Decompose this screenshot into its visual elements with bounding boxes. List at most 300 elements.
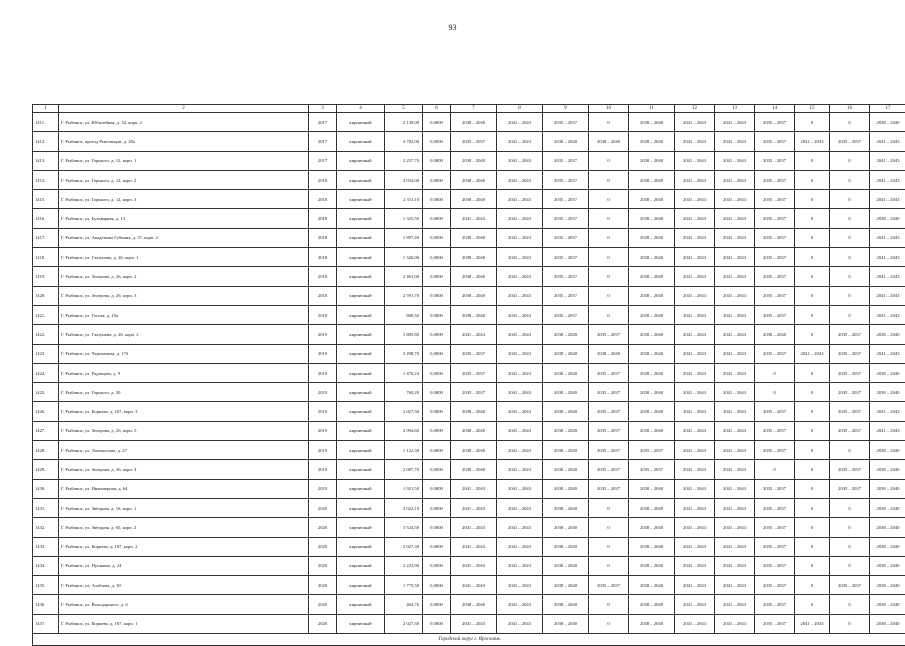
table-row [33, 363, 905, 382]
cell-period-9: 2038 – 2040 [543, 518, 589, 537]
cell-period-7: 2038 – 2040 [451, 305, 497, 324]
cell-area: 4 034,00 [385, 170, 423, 189]
cell-period-12: 2041 – 2043 [675, 325, 715, 344]
cell-period-14: 2035 – 2037 [755, 441, 795, 460]
cell-period-8: 2041 – 2043 [497, 421, 543, 440]
cell-period-12: 2041 – 2043 [675, 228, 715, 247]
cell-period-8: 2041 – 2043 [497, 325, 543, 344]
cell-period-17: 2038 – 2040 [870, 209, 905, 228]
cell-period-14: 2035 – 2037 [755, 286, 795, 305]
cell-period-15: 0 [795, 498, 830, 517]
cell-period-9: 2038 – 2040 [543, 421, 589, 440]
cell-period-15: 0 [795, 383, 830, 402]
cell-address: Г. Рыбинск, проезд Революции, д. 28а [59, 132, 309, 151]
cell-period-7: 2038 – 2040 [451, 228, 497, 247]
cell-period-14: 2035 – 2037 [755, 498, 795, 517]
cell-wall-material: кирпичный [337, 113, 385, 132]
cell-row-number: 1435. [33, 576, 59, 595]
cell-year: 2020 [309, 537, 337, 556]
cell-period-7: 2041 – 2043 [451, 498, 497, 517]
cell-address: Г. Рыбинск, ул. Звёздная, д. 65, корп. 2 [59, 518, 309, 537]
cell-period-7: 2035 – 2037 [451, 383, 497, 402]
cell-period-10: 0 [589, 518, 629, 537]
cell-period-8: 2041 – 2043 [497, 460, 543, 479]
cell-period-7: 2038 – 2040 [451, 595, 497, 614]
cell-period-10: 0 [589, 113, 629, 132]
cell-year: 2019 [309, 344, 337, 363]
cell-row-number: 1419. [33, 267, 59, 286]
cell-period-15: 0 [795, 190, 830, 209]
cell-row-number: 1428. [33, 441, 59, 460]
cell-period-17: 2041 – 2043 [870, 402, 905, 421]
cell-period-17: 2041 – 2043 [870, 170, 905, 189]
cell-share: 0,0000 [423, 614, 451, 633]
cell-year: 2020 [309, 614, 337, 633]
cell-period-12: 2041 – 2043 [675, 267, 715, 286]
cell-wall-material: кирпичный [337, 305, 385, 324]
cell-wall-material: кирпичный [337, 383, 385, 402]
cell-year: 2018 [309, 190, 337, 209]
table-row [33, 305, 905, 324]
cell-period-8: 2041 – 2043 [497, 151, 543, 170]
cell-year: 2018 [309, 267, 337, 286]
cell-period-16: 0 [830, 305, 870, 324]
cell-period-8: 2041 – 2043 [497, 267, 543, 286]
cell-period-15: 0 [795, 441, 830, 460]
cell-address: Г. Рыбинск, ул. Радищева, д. 9 [59, 363, 309, 382]
column-number-7: 7 [451, 105, 497, 113]
cell-period-10: 2035 – 2037 [589, 479, 629, 498]
cell-period-9: 2038 – 2040 [543, 537, 589, 556]
table-row [33, 441, 905, 460]
cell-period-13: 2041 – 2043 [715, 537, 755, 556]
cell-period-17: 2038 – 2040 [870, 460, 905, 479]
cell-period-9: 2038 – 2040 [543, 576, 589, 595]
cell-period-12: 2041 – 2043 [675, 170, 715, 189]
cell-area: 868,50 [385, 305, 423, 324]
cell-period-12: 2041 – 2043 [675, 113, 715, 132]
cell-row-number: 1427. [33, 421, 59, 440]
table-row [33, 421, 905, 440]
cell-period-8: 2041 – 2043 [497, 537, 543, 556]
cell-row-number: 1423. [33, 344, 59, 363]
cell-period-7: 2035 – 2037 [451, 132, 497, 151]
table-row [33, 209, 905, 228]
cell-period-13: 2041 – 2043 [715, 344, 755, 363]
cell-address: Г. Рыбинск, ул. Глазунова, д. 26, корп. 2 [59, 325, 309, 344]
cell-period-8: 2041 – 2043 [497, 498, 543, 517]
cell-period-14: 2035 – 2037 [755, 305, 795, 324]
cell-period-7: 2038 – 2040 [451, 248, 497, 267]
table-row [33, 132, 905, 151]
cell-period-16: 2035 – 2037 [830, 344, 870, 363]
cell-area: 2 027,30 [385, 614, 423, 633]
cell-period-14: 2035 – 2037 [755, 518, 795, 537]
cell-period-13: 2041 – 2043 [715, 498, 755, 517]
cell-period-12: 2041 – 2043 [675, 441, 715, 460]
cell-period-15: 0 [795, 402, 830, 421]
cell-address: Г. Рыбинск, ул. Корнева, д. 107, корп. 1 [59, 614, 309, 633]
cell-period-15: 2041 – 2043 [795, 132, 830, 151]
cell-period-14: 0 [755, 363, 795, 382]
cell-share: 0,0000 [423, 479, 451, 498]
cell-period-16: 0 [830, 286, 870, 305]
cell-area: 2 257,70 [385, 151, 423, 170]
cell-wall-material: кирпичный [337, 518, 385, 537]
cell-period-12: 2041 – 2043 [675, 363, 715, 382]
cell-period-10: 2035 – 2037 [589, 576, 629, 595]
cell-period-11: 2038 – 2040 [629, 402, 675, 421]
cell-period-10: 0 [589, 228, 629, 247]
cell-period-15: 0 [795, 460, 830, 479]
table-row [33, 595, 905, 614]
cell-wall-material: кирпичный [337, 537, 385, 556]
cell-wall-material: кирпичный [337, 248, 385, 267]
cell-period-7: 2038 – 2040 [451, 421, 497, 440]
cell-period-7: 2041 – 2043 [451, 518, 497, 537]
cell-period-17: 2041 – 2043 [870, 190, 905, 209]
cell-year: 2019 [309, 325, 337, 344]
cell-period-15: 0 [795, 479, 830, 498]
cell-period-10: 2038 – 2040 [589, 344, 629, 363]
cell-period-15: 0 [795, 576, 830, 595]
cell-area: 4 782,00 [385, 132, 423, 151]
cell-period-8: 2041 – 2043 [497, 479, 543, 498]
cell-year: 2018 [309, 305, 337, 324]
cell-period-10: 2035 – 2037 [589, 441, 629, 460]
cell-address: Г. Рыбинск, ул. Академика Губкина, д. 37, корп. 2 [59, 228, 309, 247]
cell-period-8: 2041 – 2043 [497, 132, 543, 151]
cell-period-13: 2041 – 2043 [715, 363, 755, 382]
cell-period-10: 2035 – 2037 [589, 402, 629, 421]
cell-period-8: 2041 – 2043 [497, 518, 543, 537]
cell-year: 2018 [309, 248, 337, 267]
cell-share: 0,0000 [423, 498, 451, 517]
cell-year: 2018 [309, 286, 337, 305]
cell-period-12: 2041 – 2043 [675, 576, 715, 595]
cell-year: 2019 [309, 441, 337, 460]
cell-year: 2018 [309, 209, 337, 228]
cell-period-13: 2041 – 2043 [715, 305, 755, 324]
cell-period-9: 2038 – 2040 [543, 556, 589, 575]
cell-wall-material: кирпичный [337, 576, 385, 595]
column-number-12: 12 [675, 105, 715, 113]
cell-address: Г. Рыбинск, ул. Корнева, д. 107, корп. 3 [59, 402, 309, 421]
cell-period-16: 0 [830, 170, 870, 189]
cell-period-17: 2038 – 2040 [870, 383, 905, 402]
cell-period-12: 2041 – 2043 [675, 190, 715, 209]
cell-period-7: 2038 – 2040 [451, 267, 497, 286]
cell-period-14: 2035 – 2037 [755, 151, 795, 170]
cell-period-10: 0 [589, 267, 629, 286]
cell-row-number: 1411. [33, 113, 59, 132]
cell-share: 0,0000 [423, 383, 451, 402]
cell-row-number: 1416. [33, 209, 59, 228]
cell-period-11: 2038 – 2040 [629, 576, 675, 595]
cell-period-11: 2038 – 2040 [629, 537, 675, 556]
table-row [33, 228, 905, 247]
cell-period-9: 2038 – 2040 [543, 363, 589, 382]
cell-area: 1 122,30 [385, 441, 423, 460]
cell-period-12: 2041 – 2043 [675, 344, 715, 363]
cell-area: 2 311,10 [385, 190, 423, 209]
cell-period-13: 2041 – 2043 [715, 595, 755, 614]
cell-period-16: 2035 – 2037 [830, 363, 870, 382]
column-number-15: 15 [795, 105, 830, 113]
cell-period-8: 2041 – 2043 [497, 228, 543, 247]
cell-year: 2019 [309, 460, 337, 479]
cell-address: Г. Рыбинск, ул. Азабзова, д. 30 [59, 576, 309, 595]
cell-area: 3 298,70 [385, 344, 423, 363]
cell-address: Г. Рыбинск, ул. Юбилейная, д. 34, корп. 2 [59, 113, 309, 132]
table-row [33, 460, 905, 479]
cell-period-15: 0 [795, 363, 830, 382]
cell-period-17: 2041 – 2043 [870, 132, 905, 151]
cell-period-10: 0 [589, 614, 629, 633]
cell-period-10: 0 [589, 556, 629, 575]
cell-row-number: 1432. [33, 518, 59, 537]
cell-period-14: 2035 – 2037 [755, 209, 795, 228]
cell-period-8: 2041 – 2043 [497, 595, 543, 614]
cell-period-16: 2035 – 2037 [830, 402, 870, 421]
cell-period-12: 2041 – 2043 [675, 518, 715, 537]
cell-row-number: 1421. [33, 305, 59, 324]
cell-period-16: 2035 – 2037 [830, 421, 870, 440]
cell-period-14: 2035 – 2037 [755, 344, 795, 363]
cell-period-17: 2038 – 2040 [870, 576, 905, 595]
cell-wall-material: кирпичный [337, 209, 385, 228]
cell-period-13: 2041 – 2043 [715, 190, 755, 209]
cell-period-14: 2035 – 2037 [755, 421, 795, 440]
cell-period-8: 2041 – 2043 [497, 305, 543, 324]
cell-row-number: 1434. [33, 556, 59, 575]
cell-period-13: 2041 – 2043 [715, 228, 755, 247]
cell-period-8: 2041 – 2043 [497, 441, 543, 460]
cell-wall-material: кирпичный [337, 614, 385, 633]
cell-period-16: 2035 – 2037 [830, 325, 870, 344]
cell-period-10: 0 [589, 498, 629, 517]
cell-period-7: 2038 – 2040 [451, 151, 497, 170]
column-number-5: 5 [385, 105, 423, 113]
cell-period-13: 2041 – 2043 [715, 132, 755, 151]
cell-period-7: 2041 – 2043 [451, 556, 497, 575]
cell-period-10: 0 [589, 305, 629, 324]
cell-period-12: 2041 – 2043 [675, 132, 715, 151]
cell-address: Г. Рыбинск, ул. Черепанова, д. 17б [59, 344, 309, 363]
cell-period-11: 2038 – 2040 [629, 170, 675, 189]
cell-area: 1 921,50 [385, 479, 423, 498]
cell-period-15: 0 [795, 151, 830, 170]
cell-period-14: 2035 – 2037 [755, 132, 795, 151]
cell-address: Г. Рыбинск, ул. Корнева, д. 107, корп. 2 [59, 537, 309, 556]
cell-period-14: 2035 – 2037 [755, 576, 795, 595]
column-number-row [33, 105, 905, 113]
cell-address: Г. Рыбинск, ул. Зелерова, д. 26, корп. 3 [59, 286, 309, 305]
table-row [33, 537, 905, 556]
cell-year: 2020 [309, 595, 337, 614]
cell-area: 1 775,50 [385, 576, 423, 595]
column-number-4: 4 [337, 105, 385, 113]
cell-period-15: 0 [795, 286, 830, 305]
cell-area: 2 461,00 [385, 267, 423, 286]
cell-year: 2020 [309, 576, 337, 595]
cell-period-13: 2041 – 2043 [715, 518, 755, 537]
cell-period-11: 2035 – 2037 [629, 460, 675, 479]
table-body [33, 113, 905, 634]
cell-share: 0,0000 [423, 190, 451, 209]
table-row [33, 190, 905, 209]
cell-period-8: 2041 – 2043 [497, 344, 543, 363]
cell-year: 2017 [309, 132, 337, 151]
cell-period-7: 2041 – 2043 [451, 325, 497, 344]
cell-period-15: 0 [795, 228, 830, 247]
cell-year: 2019 [309, 402, 337, 421]
cell-period-12: 2041 – 2043 [675, 402, 715, 421]
cell-share: 0,0000 [423, 305, 451, 324]
cell-period-11: 2038 – 2040 [629, 286, 675, 305]
cell-period-16: 0 [830, 113, 870, 132]
cell-period-8: 2041 – 2043 [497, 209, 543, 228]
cell-wall-material: кирпичный [337, 170, 385, 189]
cell-period-11: 2038 – 2040 [629, 614, 675, 633]
cell-period-14: 0 [755, 383, 795, 402]
cell-row-number: 1437. [33, 614, 59, 633]
cell-period-16: 0 [830, 267, 870, 286]
cell-period-17: 2038 – 2040 [870, 518, 905, 537]
column-number-8: 8 [497, 105, 543, 113]
cell-period-15: 0 [795, 170, 830, 189]
cell-year: 2018 [309, 170, 337, 189]
column-number-2: 2 [59, 105, 309, 113]
cell-wall-material: кирпичный [337, 190, 385, 209]
cell-area: 760,20 [385, 383, 423, 402]
cell-period-15: 0 [795, 248, 830, 267]
cell-period-12: 2041 – 2043 [675, 614, 715, 633]
cell-period-11: 2038 – 2040 [629, 305, 675, 324]
cell-period-14: 2035 – 2037 [755, 190, 795, 209]
cell-period-17: 2041 – 2043 [870, 344, 905, 363]
cell-period-8: 2041 – 2043 [497, 556, 543, 575]
cell-period-10: 0 [589, 151, 629, 170]
cell-period-15: 0 [795, 518, 830, 537]
cell-area: 1 326,00 [385, 248, 423, 267]
cell-row-number: 1436. [33, 595, 59, 614]
cell-period-17: 2038 – 2040 [870, 595, 905, 614]
cell-period-15: 0 [795, 537, 830, 556]
cell-wall-material: кирпичный [337, 228, 385, 247]
cell-period-7: 2038 – 2040 [451, 113, 497, 132]
table-row [33, 383, 905, 402]
cell-period-8: 2041 – 2043 [497, 614, 543, 633]
cell-share: 0,0000 [423, 132, 451, 151]
cell-period-12: 2041 – 2043 [675, 460, 715, 479]
cell-period-14: 2035 – 2037 [755, 248, 795, 267]
cell-period-9: 2035 – 2037 [543, 267, 589, 286]
cell-address: Г. Рыбинск, ул. Пушкина, д. 24 [59, 556, 309, 575]
cell-period-9: 2035 – 2037 [543, 286, 589, 305]
column-number-16: 16 [830, 105, 870, 113]
table-row [33, 113, 905, 132]
cell-period-13: 2041 – 2043 [715, 113, 755, 132]
cell-share: 0,0000 [423, 518, 451, 537]
cell-period-15: 2041 – 2043 [795, 344, 830, 363]
column-number-6: 6 [423, 105, 451, 113]
cell-period-10: 0 [589, 286, 629, 305]
cell-area: 3 022,10 [385, 498, 423, 517]
cell-period-11: 2038 – 2040 [629, 132, 675, 151]
cell-period-13: 2041 – 2043 [715, 209, 755, 228]
cell-period-12: 2041 – 2043 [675, 479, 715, 498]
cell-period-15: 0 [795, 113, 830, 132]
cell-period-16: 0 [830, 151, 870, 170]
cell-period-11: 2038 – 2040 [629, 518, 675, 537]
cell-share: 0,0000 [423, 421, 451, 440]
table-row [33, 344, 905, 363]
cell-period-10: 0 [589, 595, 629, 614]
column-number-17: 17 [870, 105, 905, 113]
cell-period-9: 2038 – 2040 [543, 460, 589, 479]
cell-wall-material: кирпичный [337, 344, 385, 363]
cell-period-9: 2038 – 2040 [543, 383, 589, 402]
cell-period-10: 2035 – 2037 [589, 421, 629, 440]
cell-area: 2 027,30 [385, 537, 423, 556]
housing-table [32, 104, 905, 646]
cell-period-15: 0 [795, 305, 830, 324]
cell-period-14: 2035 – 2037 [755, 537, 795, 556]
cell-wall-material: кирпичный [337, 402, 385, 421]
cell-share: 0,0000 [423, 576, 451, 595]
cell-period-11: 2038 – 2040 [629, 498, 675, 517]
cell-year: 2018 [309, 228, 337, 247]
cell-period-13: 2041 – 2043 [715, 556, 755, 575]
cell-period-12: 2041 – 2043 [675, 286, 715, 305]
cell-address: Г. Рыбинск, ул. Горького, д. 12, корп. 1 [59, 151, 309, 170]
cell-period-11: 2038 – 2040 [629, 190, 675, 209]
cell-row-number: 1433. [33, 537, 59, 556]
table-row [33, 151, 905, 170]
cell-period-13: 2041 – 2043 [715, 441, 755, 460]
cell-period-11: 2038 – 2040 [629, 363, 675, 382]
cell-period-12: 2041 – 2043 [675, 537, 715, 556]
cell-period-13: 2041 – 2043 [715, 402, 755, 421]
cell-period-14: 2035 – 2037 [755, 595, 795, 614]
cell-period-17: 2041 – 2043 [870, 421, 905, 440]
cell-period-7: 2038 – 2040 [451, 170, 497, 189]
cell-period-9: 2038 – 2040 [543, 595, 589, 614]
cell-period-13: 2041 – 2043 [715, 421, 755, 440]
cell-period-16: 0 [830, 248, 870, 267]
cell-period-8: 2041 – 2043 [497, 576, 543, 595]
cell-period-8: 2041 – 2043 [497, 170, 543, 189]
table-row [33, 479, 905, 498]
cell-period-9: 2035 – 2037 [543, 113, 589, 132]
cell-period-10: 2035 – 2037 [589, 460, 629, 479]
cell-share: 0,0000 [423, 325, 451, 344]
cell-period-11: 2038 – 2040 [629, 344, 675, 363]
cell-year: 2020 [309, 498, 337, 517]
cell-period-10: 2035 – 2037 [589, 383, 629, 402]
cell-share: 0,0000 [423, 267, 451, 286]
cell-period-17: 2038 – 2040 [870, 325, 905, 344]
cell-period-16: 0 [830, 518, 870, 537]
table-row [33, 402, 905, 421]
cell-period-8: 2041 – 2043 [497, 286, 543, 305]
cell-period-14: 2035 – 2037 [755, 267, 795, 286]
cell-row-number: 1415. [33, 190, 59, 209]
cell-period-10: 2035 – 2037 [589, 325, 629, 344]
cell-period-12: 2041 – 2043 [675, 248, 715, 267]
cell-period-11: 2038 – 2040 [629, 595, 675, 614]
